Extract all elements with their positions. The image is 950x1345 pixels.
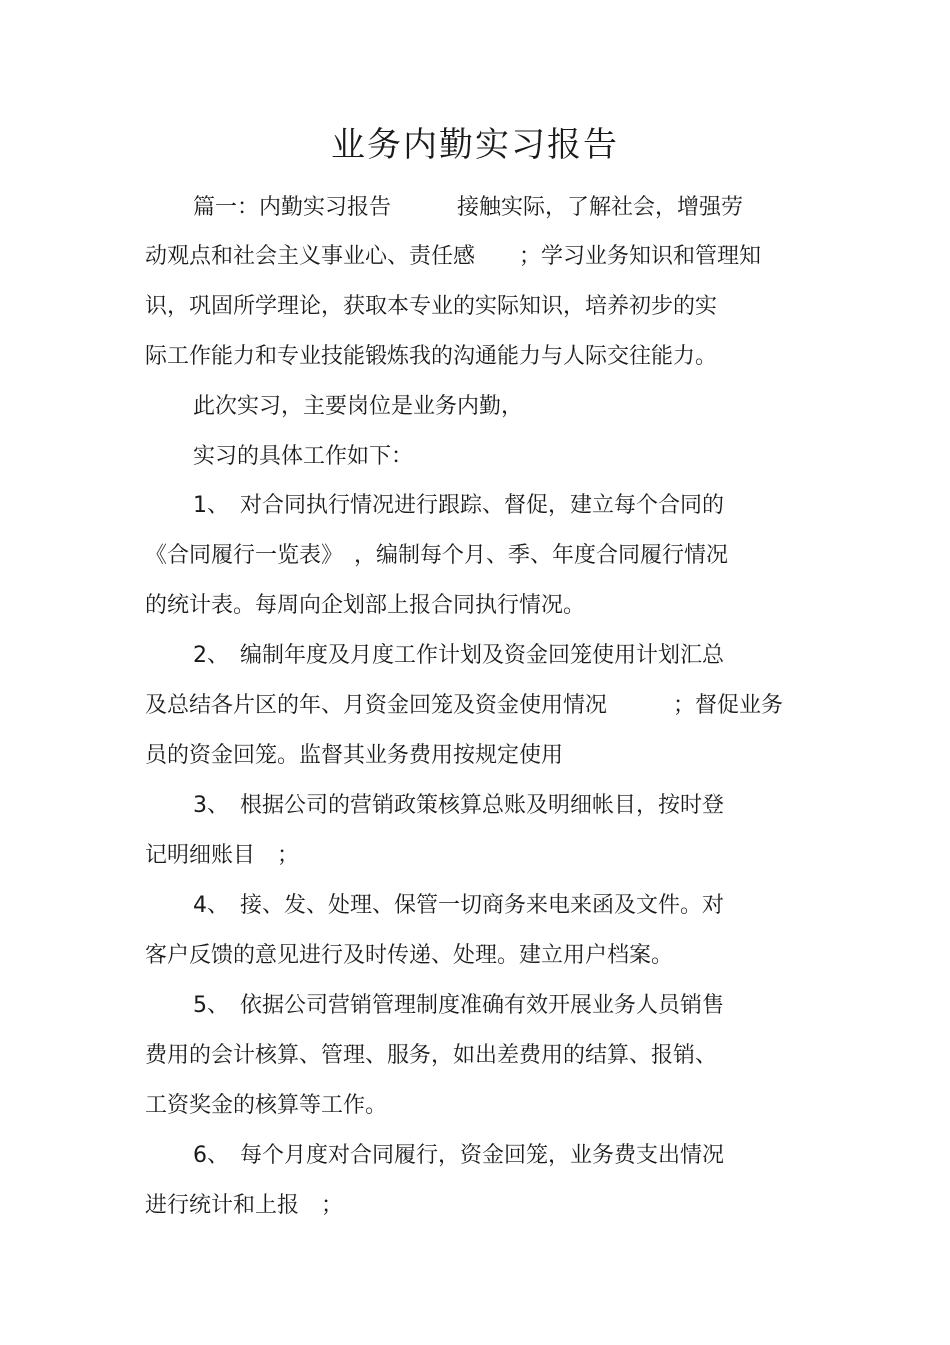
document-title: 业务内勤实习报告 xyxy=(331,125,619,165)
paragraph-line: 篇一：内勤实习报告 接触实际，了解社会，增强劳 xyxy=(193,195,744,220)
list-item-line: 2、 编制年度及月度工作计划及资金回笼使用计划汇总 xyxy=(193,643,724,668)
list-item-line: 1、 对合同执行情况进行跟踪、督促，建立每个合同的 xyxy=(193,493,724,518)
list-item-line: 3、 根据公司的营销政策核算总账及明细帐目，按时登 xyxy=(193,793,724,818)
list-item-line: 进行统计和上报 ； xyxy=(145,1193,344,1218)
list-item-line: 员的资金回笼。监督其业务费用按规定使用 xyxy=(145,743,564,768)
paragraph-line: 际工作能力和专业技能锻炼我的沟通能力与人际交往能力。 xyxy=(145,344,718,369)
paragraph-line: 实习的具体工作如下： xyxy=(193,444,414,469)
paragraph-line: 动观点和社会主义事业心、责任感 ；学习业务知识和管理知 xyxy=(145,244,762,269)
list-item-line: 5、 依据公司营销管理制度准确有效开展业务人员销售 xyxy=(193,993,724,1018)
paragraph-line: 识，巩固所学理论，获取本专业的实际知识，培养初步的实 xyxy=(145,294,718,319)
list-item-line: 工资奖金的核算等工作。 xyxy=(145,1093,388,1118)
list-item-line: 客户反馈的意见进行及时传递、处理。建立用户档案。 xyxy=(145,943,674,968)
list-item-line: 4、 接、发、处理、保管一切商务来电来函及文件。对 xyxy=(193,893,724,918)
list-item-line: 的统计表。每周向企划部上报合同执行情况。 xyxy=(145,593,586,618)
paragraph-line: 此次实习，主要岗位是业务内勤， xyxy=(193,394,524,419)
list-item-line: 《合同履行一览表》 ，编制每个月、季、年度合同履行情况 xyxy=(145,543,729,568)
list-item-line: 记明细账目 ； xyxy=(145,843,300,868)
list-item-line: 6、 每个月度对合同履行，资金回笼，业务费支出情况 xyxy=(193,1143,724,1168)
list-item-line: 及总结各片区的年、月资金回笼及资金使用情况 ；督促业务 xyxy=(145,693,784,718)
list-item-line: 费用的会计核算、管理、服务，如出差费用的结算、报销、 xyxy=(145,1043,718,1068)
